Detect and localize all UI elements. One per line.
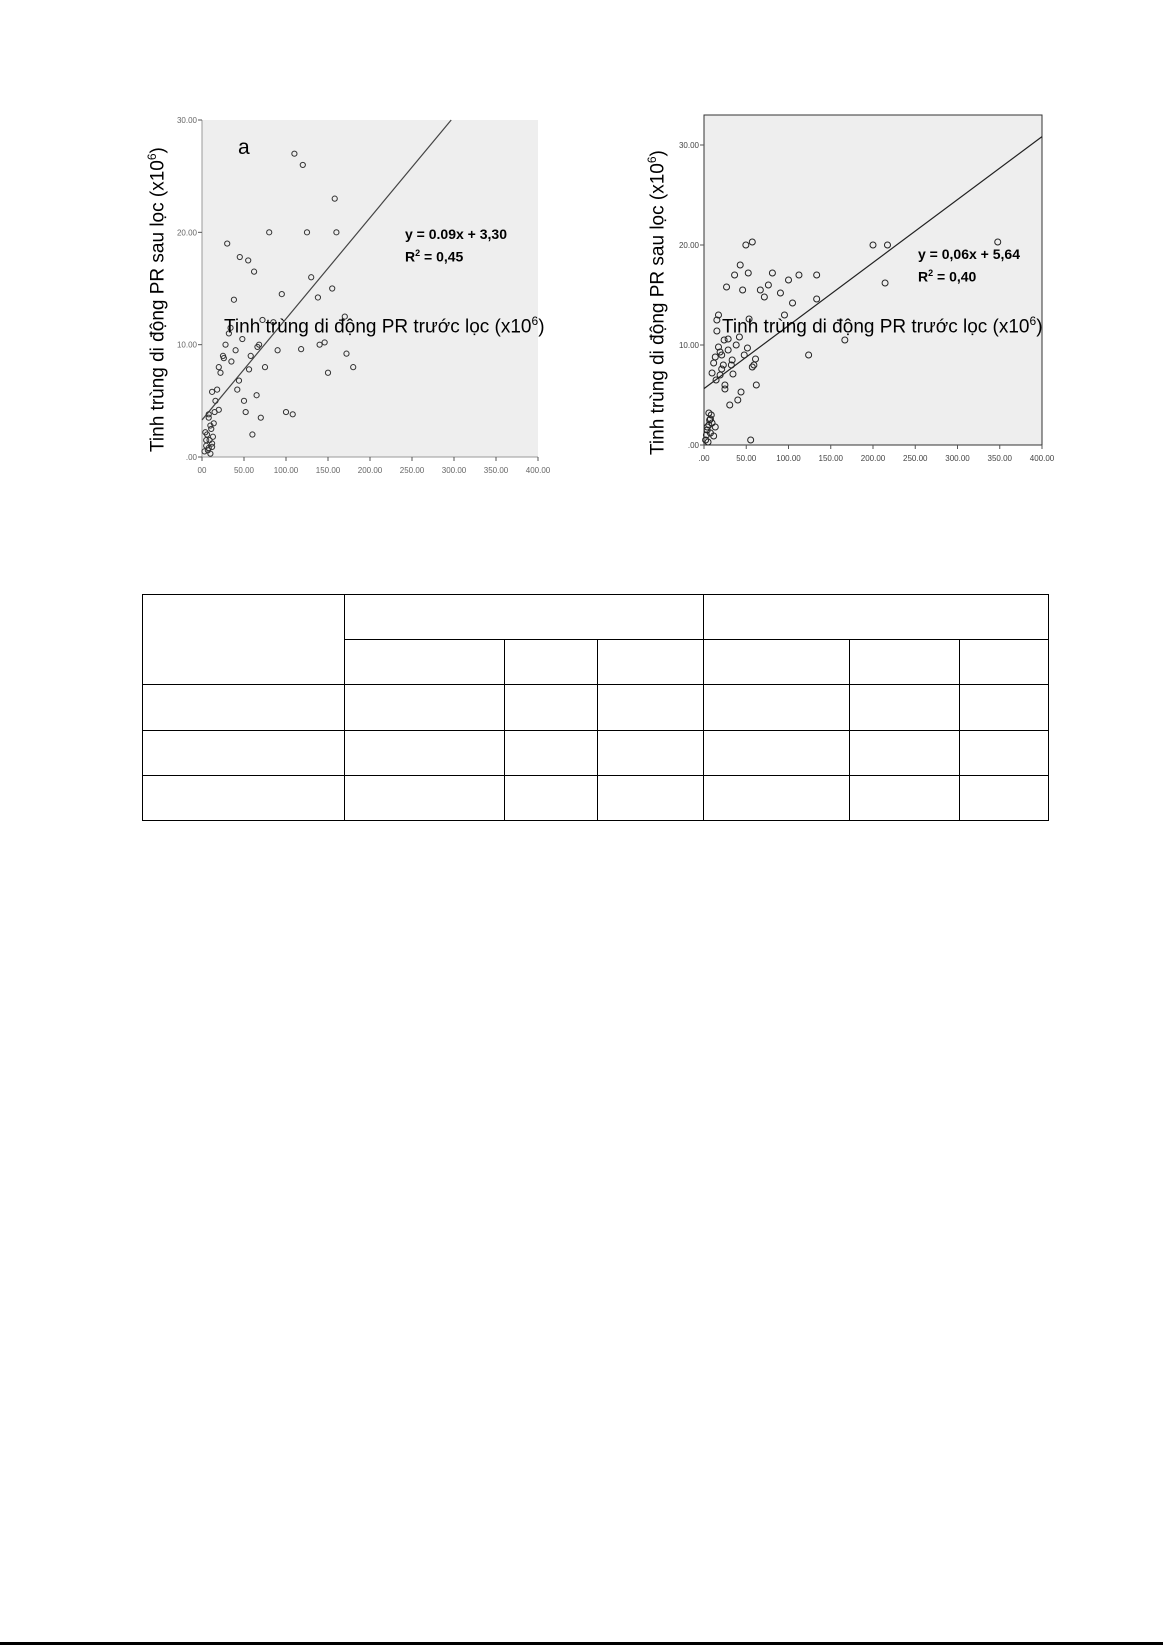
table-row bbox=[143, 776, 1049, 821]
r-squared-prefix: R bbox=[918, 268, 929, 285]
table-cell bbox=[704, 640, 850, 685]
x-axis-title-text: Tinh trùng di động PR trước lọc (x10 bbox=[224, 316, 532, 338]
table-cell bbox=[704, 595, 1049, 640]
x-tick-label: 250.00 bbox=[399, 466, 425, 475]
y-tick-label: 20.00 bbox=[176, 228, 197, 238]
plot-background bbox=[202, 120, 538, 457]
table-cell bbox=[345, 595, 704, 640]
regression-equation bbox=[405, 225, 507, 267]
r-squared bbox=[405, 244, 507, 267]
table-cell bbox=[345, 685, 505, 731]
y-tick-label: 10.00 bbox=[678, 341, 699, 350]
table-cell bbox=[704, 776, 850, 821]
x-axis-title-text: Tinh trùng di động PR trước lọc (x10 bbox=[722, 316, 1030, 338]
table-cell bbox=[598, 685, 704, 731]
regression-equation bbox=[918, 245, 1020, 287]
r-squared-value: = 0,40 bbox=[933, 268, 977, 285]
table-cell bbox=[850, 731, 960, 776]
x-tick-label: 300.00 bbox=[441, 466, 467, 475]
data-table bbox=[142, 594, 1049, 821]
table-cell bbox=[143, 776, 345, 821]
y-tick-label: .00 bbox=[185, 453, 197, 462]
x-axis-title-exponent: 6 bbox=[531, 314, 539, 328]
table-cell bbox=[345, 640, 505, 685]
x-axis-title: Tinh trùng di động PR trước lọc $(x10^6)$ bbox=[722, 314, 1043, 338]
x-tick-label: 50.00 bbox=[736, 454, 757, 463]
table-cell bbox=[598, 640, 704, 685]
y-axis-title-exponent: 6 bbox=[645, 156, 659, 164]
r-squared-exponent: 2 bbox=[415, 248, 421, 258]
y-tick-label: 30.00 bbox=[176, 116, 197, 125]
table-cell bbox=[704, 731, 850, 776]
y-axis-title-exponent: 6 bbox=[145, 153, 159, 161]
table-cell bbox=[505, 640, 598, 685]
x-tick-label: 400.00 bbox=[525, 466, 551, 475]
table-cell bbox=[143, 685, 345, 731]
table-cell bbox=[598, 776, 704, 821]
table-cell bbox=[143, 595, 345, 685]
y-axis-title-text: Tinh trùng di động PR sau lọc (x10 bbox=[147, 160, 169, 452]
r-squared-exponent: 2 bbox=[928, 268, 934, 278]
x-tick-label: 00 bbox=[197, 466, 207, 475]
table-cell bbox=[505, 776, 598, 821]
x-tick-label: 350.00 bbox=[483, 466, 509, 475]
table-cell bbox=[143, 731, 345, 776]
table-cell bbox=[345, 776, 505, 821]
table-cell bbox=[960, 685, 1049, 731]
equation-text: y = 0,06x + 5,64 bbox=[918, 246, 1020, 262]
y-axis-title: Tinh trùng di động PR sau lọc $(x10^6)$ bbox=[645, 150, 669, 455]
x-tick-label: 200.00 bbox=[357, 466, 383, 475]
y-axis-title-text: Tinh trùng di động PR sau lọc (x10 bbox=[647, 163, 669, 455]
table-cell bbox=[505, 731, 598, 776]
x-tick-label: 50.00 bbox=[233, 466, 255, 475]
x-tick-label: 250.00 bbox=[903, 454, 928, 463]
panel-label: a bbox=[238, 136, 250, 159]
y-tick-label: 20.00 bbox=[678, 241, 699, 250]
x-tick-label: 300.00 bbox=[945, 454, 970, 463]
x-tick-label: 350.00 bbox=[987, 454, 1012, 463]
x-tick-label: .00 bbox=[698, 454, 710, 463]
scatter-chart-b bbox=[660, 100, 1060, 480]
r-squared-value: = 0,45 bbox=[420, 248, 464, 265]
x-axis-title-exponent: 6 bbox=[1029, 314, 1037, 328]
table-cell bbox=[960, 640, 1049, 685]
equation-text: y = 0.09x + 3,30 bbox=[405, 226, 507, 242]
table-row bbox=[143, 685, 1049, 731]
r-squared-prefix: R bbox=[405, 248, 416, 265]
y-tick-label: .00 bbox=[687, 441, 699, 450]
y-axis-title: Tinh trùng di động PR sau lọc $(x10^6)$ bbox=[145, 147, 169, 452]
table-cell bbox=[960, 731, 1049, 776]
x-axis-title: Tinh trùng di động PR trước lọc $(x10^6)$ bbox=[224, 314, 545, 338]
table-cell bbox=[345, 731, 505, 776]
x-tick-label: 100.00 bbox=[273, 466, 299, 475]
y-tick-label: 10.00 bbox=[176, 340, 197, 350]
x-tick-label: 400.00 bbox=[1029, 454, 1055, 463]
r-squared bbox=[918, 264, 1020, 287]
x-tick-label: 200.00 bbox=[860, 454, 886, 463]
table-cell bbox=[598, 731, 704, 776]
table-cell bbox=[960, 776, 1049, 821]
x-tick-label: 100.00 bbox=[776, 454, 801, 463]
table-cell bbox=[850, 640, 960, 685]
table-cell bbox=[850, 776, 960, 821]
table-cell bbox=[850, 685, 960, 731]
table-cell bbox=[505, 685, 598, 731]
x-tick-label: 150.00 bbox=[315, 466, 341, 475]
table-row bbox=[143, 731, 1049, 776]
scatter-chart-a bbox=[176, 110, 560, 480]
table-cell bbox=[704, 685, 850, 731]
x-tick-label: 150.00 bbox=[818, 454, 843, 463]
table-row bbox=[143, 595, 1049, 640]
y-tick-label: 30.00 bbox=[678, 141, 699, 150]
